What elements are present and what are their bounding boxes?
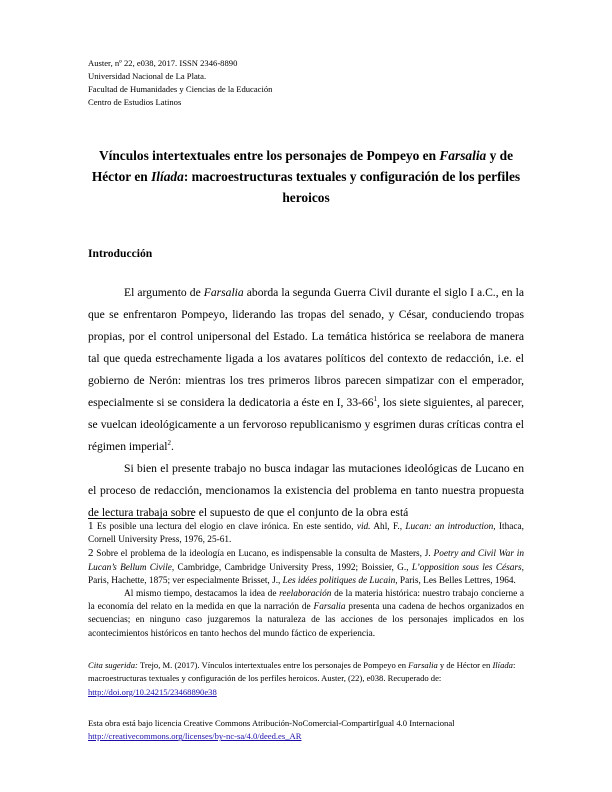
footnotes [88,520,524,641]
license-link[interactable]: http://creativecommons.org/licenses/by-nc-sa/4.0/deed.es_AR [88,731,302,742]
footnote-ref-2[interactable]: 2 [167,439,172,448]
citation-label: Cita sugerida: [88,660,138,670]
title-part: y de Héctor en [91,148,514,184]
title-part: Vínculos intertextuales entre los personajes de Pompeyo en [98,148,440,163]
license-text: Esta obra está bajo licencia Creative Commons Atribución-NoComercial-CompartirIgual 4.0 Internacional [88,718,455,728]
body-text [88,282,524,524]
doi-link[interactable]: http://doi.org/10.24215/23468890e38 [88,686,217,697]
footnote-ref-1[interactable]: 1 [373,395,378,404]
title-part: : macroestructuras textuales y configuración de los perfiles heroicos [183,169,521,205]
work-title-farsalia: Farsalia [203,286,244,299]
masthead-faculty-line: Facultad de Humanidades y Ciencias de la Educación [88,84,273,94]
article-title [88,145,524,208]
suggested-citation: Cita sugerida: Trejo, M. (2017). Vínculos intertextuales entre los personajes de Pompeyo en Farsalia y de Héctor en Ilíada: macroestructuras textuales y configuración de los perfiles heroicos. Auster, (22), e038. Recuperado de: http://doi.org/10.24215/23468890e38 [88,660,516,697]
license-notice [88,717,524,744]
footnote-2-continuation: Al mismo tiempo, destacamos la idea de reelaboración de la materia histórica: nuestro trabajo concierne a la economía del relato en la medida en que la narración de Farsalia presenta una cadena de hechos organizados en secuencias; en ninguno caso juzgaremos la naturaleza de las acciones de los personajes implicados en los acontecimientos históricos en tanto hechos del mundo fáctico de experiencia. [88,589,524,639]
footnote-number: 2 [88,547,94,560]
masthead-center-line: Centro de Estudios Latinos [88,97,182,107]
masthead-journal-line: Auster, nº 22, e038, 2017. ISSN 2346-8890 [88,58,238,68]
journal-masthead [88,57,272,109]
masthead-university-line: Universidad Nacional de La Plata. [88,71,207,81]
footnote-number: 1 [88,520,94,532]
paragraph-2: Si bien el presente trabajo no busca indagar las mutaciones ideológicas de Lucano en el proceso de redacción, mencionamos la existencia del problema en tanto nuestra propuesta de lectura trabaja sobre el supuesto de que el conjunto de la obra está [88,462,524,519]
paragraph-1: El argumento de Farsalia aborda la segunda Guerra Civil durante el siglo I a.C., en la que se enfrentaron Pompeyo, liderando las tropas del senado, y César, conduciendo tropas propias, por el control unipersonal del Estado. La temática histórica se reelabora de manera tal que queda estrechamente ligada a los avatares políticos del contexto de redacción, i.e. el gobierno de Nerón: mientras los tres primeros libros parecen simpatizar con el emperador, especialmente si se considera la dedicatoria a éste en I, $33-66^1$, los siete siguientes, al parecer, se vuelcan ideológicamente a un fervoroso republicanismo y esgrimen duras críticas contra el régimen imperial$^2$. [88,286,525,453]
footnote-1: 1 Es posible una lectura del elogio en clave irónica. En este sentido, vid. Ahl, F., Lucan: an introduction, Ithaca, Cornell University Press, 1976, 25-61. [88,520,524,546]
title-work-farsalia: Farsalia [439,148,487,163]
title-work-iliada: Ilíada [151,169,184,184]
footnote-2: 2 Sobre el problema de la ideología en Lucano, es indispensable la consulta de Masters, J. Poetry and Civil War in Lucan’s Bellum Civile, Cambridge, Cambridge University Press, 1992; Boissier, G., L’opposition sous les Césars, Paris, Hachette, 1875; ver especialmente Brisset, J., Les idées politiques de Lucain, Paris, Les Belles Lettres, 1964. [88,547,524,586]
footnote-separator [88,518,194,519]
section-heading: Introducción [88,247,153,260]
